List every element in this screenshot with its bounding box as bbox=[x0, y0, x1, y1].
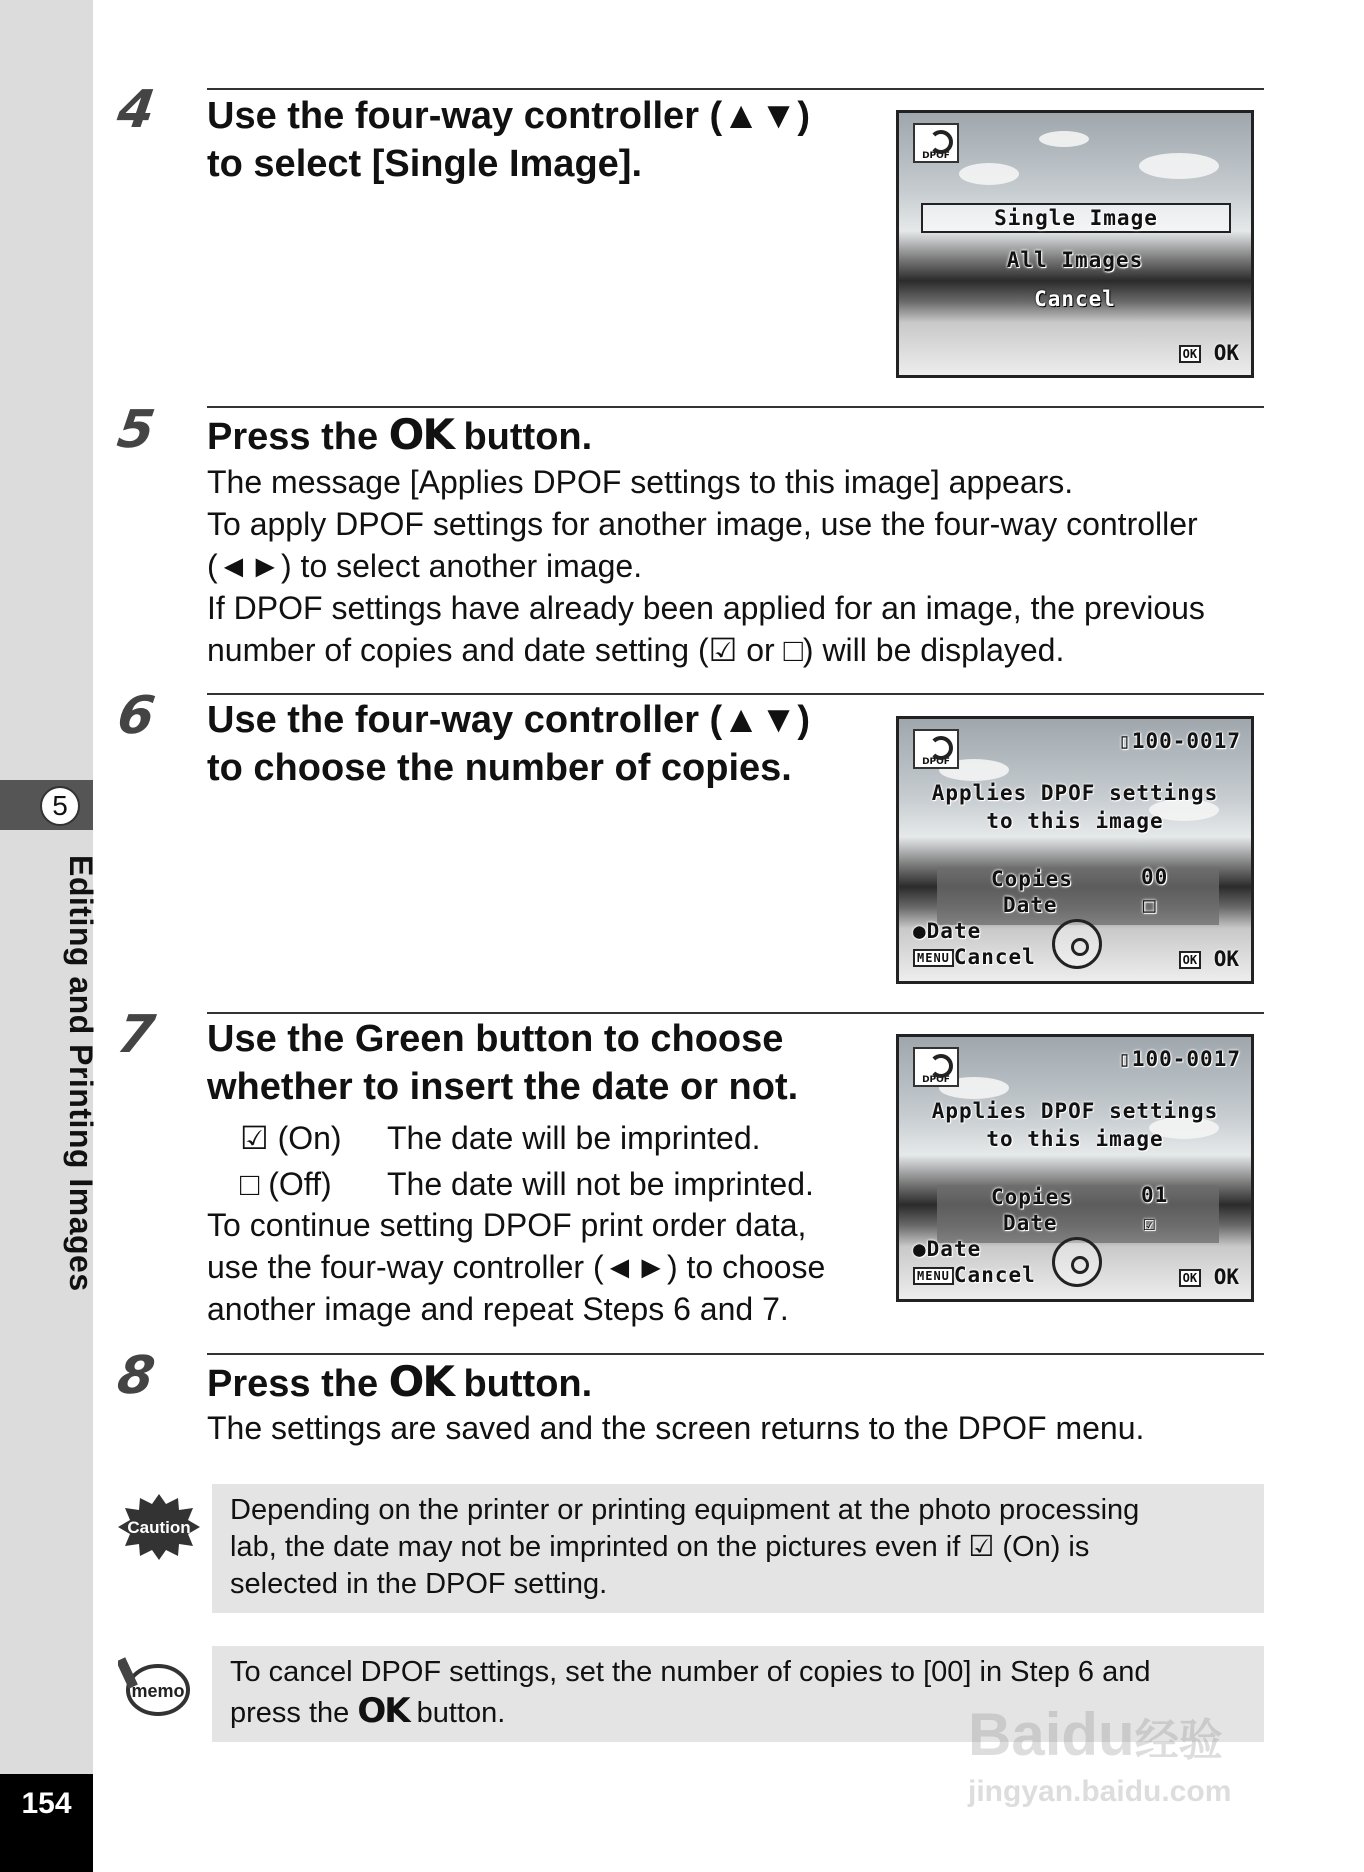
message-line: to this image bbox=[986, 1127, 1164, 1151]
camera-screen-copies-00 bbox=[896, 716, 1254, 984]
note-text: button. bbox=[416, 1697, 506, 1729]
watermark-text: Bai bbox=[968, 1701, 1062, 1768]
heading-line: Use the four-way controller (▲▼) bbox=[207, 699, 811, 741]
step-number: 7 bbox=[113, 1005, 159, 1065]
ok-indicator bbox=[1179, 341, 1239, 365]
step-divider bbox=[207, 88, 1264, 90]
memo-icon-label: memo bbox=[131, 1681, 185, 1701]
dpof-icon: DPOF bbox=[913, 123, 959, 163]
message-line: Applies DPOF settings bbox=[931, 1099, 1219, 1123]
watermark-url: jingyan.baidu.com bbox=[968, 1775, 1232, 1808]
body-line: number of copies and date setting (☑ or □) will be displayed. bbox=[207, 632, 1065, 668]
off-label: (Off) bbox=[268, 1166, 332, 1202]
green-button-label: Date bbox=[926, 919, 982, 943]
step-number: 4 bbox=[113, 80, 159, 140]
body-line: To continue setting DPOF print order data, bbox=[207, 1207, 807, 1243]
ok-label: OK bbox=[1213, 1265, 1239, 1289]
note-line: Depending on the printer or printing equipment at the photo processing bbox=[230, 1494, 1140, 1526]
heading-line: to choose the number of copies. bbox=[207, 747, 792, 789]
date-checkbox[interactable]: □ bbox=[1143, 893, 1157, 917]
heading-text: Press the bbox=[207, 1363, 379, 1405]
date-label: Date bbox=[1003, 1211, 1058, 1235]
step4-heading bbox=[207, 92, 810, 188]
step6-heading bbox=[207, 696, 810, 792]
step7-body bbox=[207, 1204, 825, 1330]
step8-body: The settings are saved and the screen returns to the DPOF menu. bbox=[207, 1410, 1145, 1446]
chapter-number: 5 bbox=[40, 786, 80, 826]
date-checkbox[interactable]: ☑ bbox=[1143, 1211, 1157, 1235]
camera-screen-copies-01 bbox=[896, 1034, 1254, 1302]
note-text: press the bbox=[230, 1697, 350, 1729]
body-line: The message [Applies DPOF settings to this image] appears. bbox=[207, 464, 1074, 500]
step-divider bbox=[207, 693, 1264, 695]
ok-label: OK bbox=[1213, 341, 1239, 365]
four-way-controller-icon bbox=[1052, 919, 1102, 969]
note-line: To cancel DPOF settings, set the number of copies to [00] in Step 6 and bbox=[230, 1656, 1151, 1688]
heading-text: button. bbox=[463, 1363, 593, 1405]
camera-screen-select bbox=[896, 110, 1254, 378]
heading-line: Use the four-way controller (▲▼) bbox=[207, 95, 811, 137]
ok-button-glyph: OK bbox=[357, 1691, 409, 1731]
ok-key-icon: OK bbox=[1179, 1269, 1201, 1287]
on-description: The date will be imprinted. bbox=[387, 1120, 761, 1156]
watermark-text: du bbox=[1061, 1701, 1135, 1768]
caution-note bbox=[212, 1484, 1264, 1613]
baidu-watermark bbox=[968, 1700, 1298, 1850]
note-line: lab, the date may not be imprinted on the pictures even if ☑ (On) is bbox=[230, 1531, 1090, 1563]
green-button-label: Date bbox=[926, 1237, 982, 1261]
body-line: If DPOF settings have already been applied for an image, the previous bbox=[207, 590, 1205, 626]
menu-option-single-image[interactable]: Single Image bbox=[921, 203, 1231, 233]
off-option-row bbox=[240, 1163, 332, 1205]
body-line: (◄►) to select another image. bbox=[207, 548, 643, 584]
ok-button-glyph: OK bbox=[388, 1357, 453, 1406]
heading-text: button. bbox=[463, 416, 593, 458]
file-number: ▯100-0017 bbox=[1118, 729, 1241, 753]
dpof-icon: DPOF bbox=[913, 729, 959, 769]
ok-key-icon: OK bbox=[1179, 345, 1201, 363]
copies-label: Copies bbox=[991, 867, 1073, 891]
copies-panel bbox=[937, 867, 1219, 925]
caution-icon-label: Caution bbox=[127, 1518, 191, 1537]
four-way-controller-icon bbox=[1052, 1237, 1102, 1287]
file-number-text: 100-0017 bbox=[1131, 729, 1241, 753]
on-option-row bbox=[240, 1117, 342, 1159]
heading-line: Use the Green button to choose bbox=[207, 1018, 784, 1060]
heading-line: whether to insert the date or not. bbox=[207, 1066, 799, 1108]
step-number: 6 bbox=[113, 686, 159, 746]
green-button-date[interactable]: ●Date bbox=[913, 1237, 982, 1261]
body-line: another image and repeat Steps 6 and 7. bbox=[207, 1291, 789, 1327]
green-button-date[interactable]: ●Date bbox=[913, 919, 982, 943]
watermark-text: 经验 bbox=[1134, 1716, 1223, 1765]
body-line: To apply DPOF settings for another image, use the four-way controller bbox=[207, 506, 1198, 542]
step-divider bbox=[207, 1353, 1264, 1355]
page-number: 154 bbox=[0, 1774, 93, 1872]
step7-heading bbox=[207, 1015, 798, 1111]
dpof-icon: DPOF bbox=[913, 1047, 959, 1087]
heading-text: Press the bbox=[207, 416, 379, 458]
message-line: Applies DPOF settings bbox=[931, 781, 1219, 805]
ok-label: OK bbox=[1213, 947, 1239, 971]
menu-option-cancel[interactable]: Cancel bbox=[1034, 287, 1116, 311]
memo-icon bbox=[118, 1652, 190, 1718]
caution-icon bbox=[118, 1494, 200, 1560]
chapter-title: Editing and Printing Images bbox=[63, 855, 99, 1292]
ok-indicator bbox=[1179, 947, 1239, 971]
step5-body bbox=[207, 461, 1205, 671]
menu-key-icon: MENU bbox=[913, 949, 954, 967]
copies-value[interactable]: 01 bbox=[1141, 1183, 1169, 1207]
copies-value[interactable]: 00 bbox=[1141, 865, 1169, 889]
menu-key-icon: MENU bbox=[913, 1267, 954, 1285]
date-label: Date bbox=[1003, 893, 1058, 917]
note-line: selected in the DPOF setting. bbox=[230, 1568, 608, 1600]
step-divider bbox=[207, 1012, 1264, 1014]
heading-line: to select [Single Image]. bbox=[207, 143, 642, 185]
on-label: (On) bbox=[277, 1120, 342, 1156]
copies-label: Copies bbox=[991, 1185, 1073, 1209]
ok-button-glyph: OK bbox=[388, 410, 453, 459]
step-number: 8 bbox=[113, 1346, 159, 1406]
menu-option-all-images[interactable]: All Images bbox=[1006, 248, 1144, 272]
step-number: 5 bbox=[113, 400, 159, 460]
cancel-label: Cancel bbox=[953, 1263, 1036, 1287]
copies-panel bbox=[937, 1185, 1219, 1243]
message-line: to this image bbox=[986, 809, 1164, 833]
checkbox-off-icon: □ bbox=[240, 1166, 260, 1202]
ok-key-icon: OK bbox=[1179, 951, 1201, 969]
step8-heading bbox=[207, 1357, 592, 1408]
file-number: ▯100-0017 bbox=[1118, 1047, 1241, 1071]
checkbox-on-icon: ☑ bbox=[240, 1120, 269, 1156]
off-description: The date will not be imprinted. bbox=[387, 1166, 814, 1202]
cancel-label: Cancel bbox=[953, 945, 1036, 969]
step5-heading bbox=[207, 410, 592, 461]
menu-cancel[interactable] bbox=[913, 1263, 1036, 1287]
step-divider bbox=[207, 406, 1264, 408]
ok-indicator bbox=[1179, 1265, 1239, 1289]
body-line: use the four-way controller (◄►) to choose bbox=[207, 1249, 826, 1285]
file-number-text: 100-0017 bbox=[1131, 1047, 1241, 1071]
menu-cancel[interactable] bbox=[913, 945, 1036, 969]
